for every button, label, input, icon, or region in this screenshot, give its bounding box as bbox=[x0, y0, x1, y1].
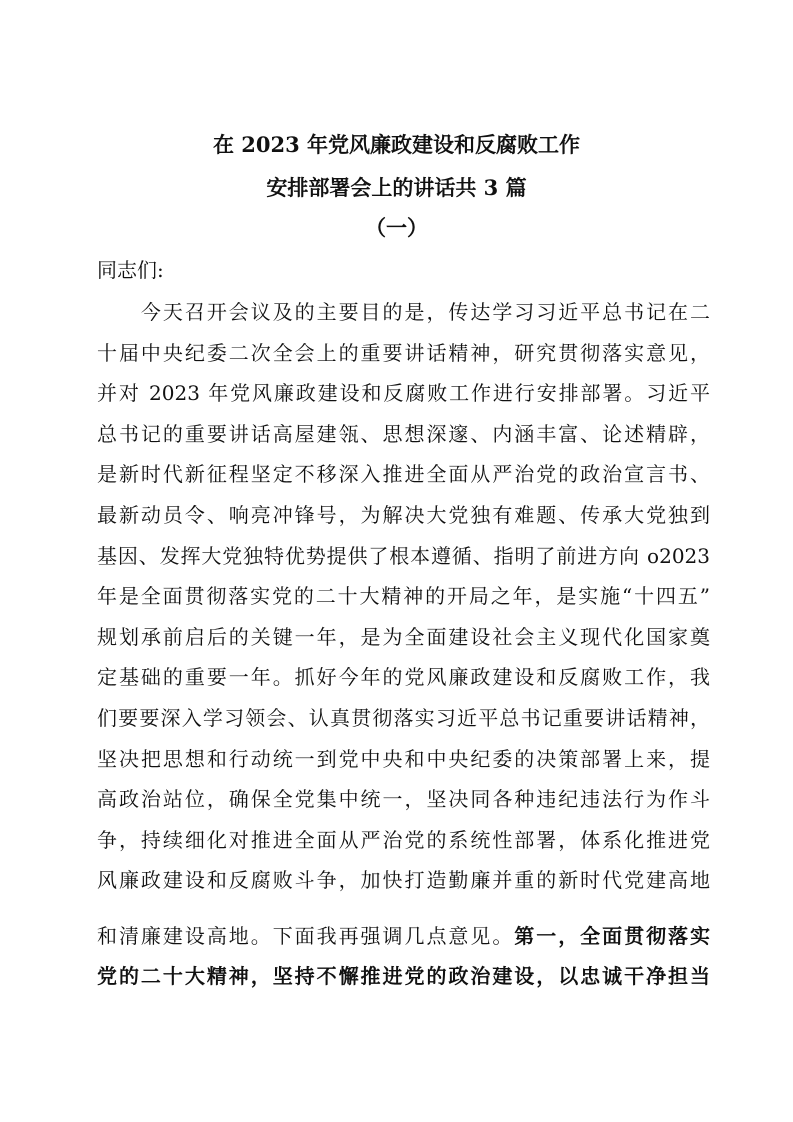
document-title-line-1: 在 2023 年党风廉政建设和反腐败工作 bbox=[212, 132, 581, 157]
body-line: 是新时代新征程坚定不移深入推进全面从严治党的政治宣言书、 bbox=[97, 462, 710, 487]
body-line: 定基础的重要一年。抓好今年的党风廉政建设和反腐败工作，我 bbox=[97, 665, 710, 690]
body-line: 年是全面贯彻落实党的二十大精神的开局之年，是实施“十四五” bbox=[97, 584, 710, 609]
bold-heading-line: 党的二十大精神，坚持不懈推进党的政治建设，以忠诚干净担当 bbox=[97, 964, 710, 988]
salutation: 同志们: bbox=[97, 258, 164, 282]
section-heading: （一） bbox=[365, 215, 428, 240]
body-line: 十届中央纪委二次全会上的重要讲话精神，研究贯彻落实意见， bbox=[97, 340, 710, 365]
body-line: 最新动员令、响亮冲锋号，为解决大党独有难题、传承大党独到 bbox=[97, 503, 710, 527]
body-line: 总书记的重要讲话高屋建瓴、思想深邃、内涵丰富、论述精辟， bbox=[97, 421, 710, 446]
body-line: 高政治站位，确保全党集中统一，坚决同各种违纪违法行为作斗 bbox=[97, 787, 710, 812]
body-line bbox=[97, 923, 710, 949]
body-line: 争，持续细化对推进全面从严治党的系统性部署，体系化推进党 bbox=[97, 827, 710, 852]
body-line: 坚决把思想和行动统一到党中央和中央纪委的决策部署上来，提 bbox=[97, 746, 710, 771]
body-line: 并对 2023 年党风廉政建设和反腐败工作进行安排部署。习近平 bbox=[97, 381, 710, 406]
body-line: 规划承前启后的关键一年，是为全面建设社会主义现代化国家奠 bbox=[97, 624, 710, 649]
body-line: 今天召开会议及的主要目的是，传达学习习近平总书记在二 bbox=[97, 300, 710, 324]
bold-heading-text: 第一，全面贯彻落实 bbox=[514, 924, 711, 948]
body-line: 风廉政建设和反腐败斗争，加快打造勤廉并重的新时代党建高地 bbox=[97, 868, 710, 893]
document-title-line-2: 安排部署会上的讲话共 3 篇 bbox=[266, 175, 527, 200]
body-text: 和清廉建设高地。下面我再强调几点意见。 bbox=[97, 924, 515, 948]
body-line: 们要要深入学习领会、认真贯彻落实习近平总书记重要讲话精神， bbox=[97, 706, 710, 730]
body-line: 基因、发挥大党独特优势提供了根本遵循、指明了前进方向 o2023 bbox=[97, 543, 710, 568]
